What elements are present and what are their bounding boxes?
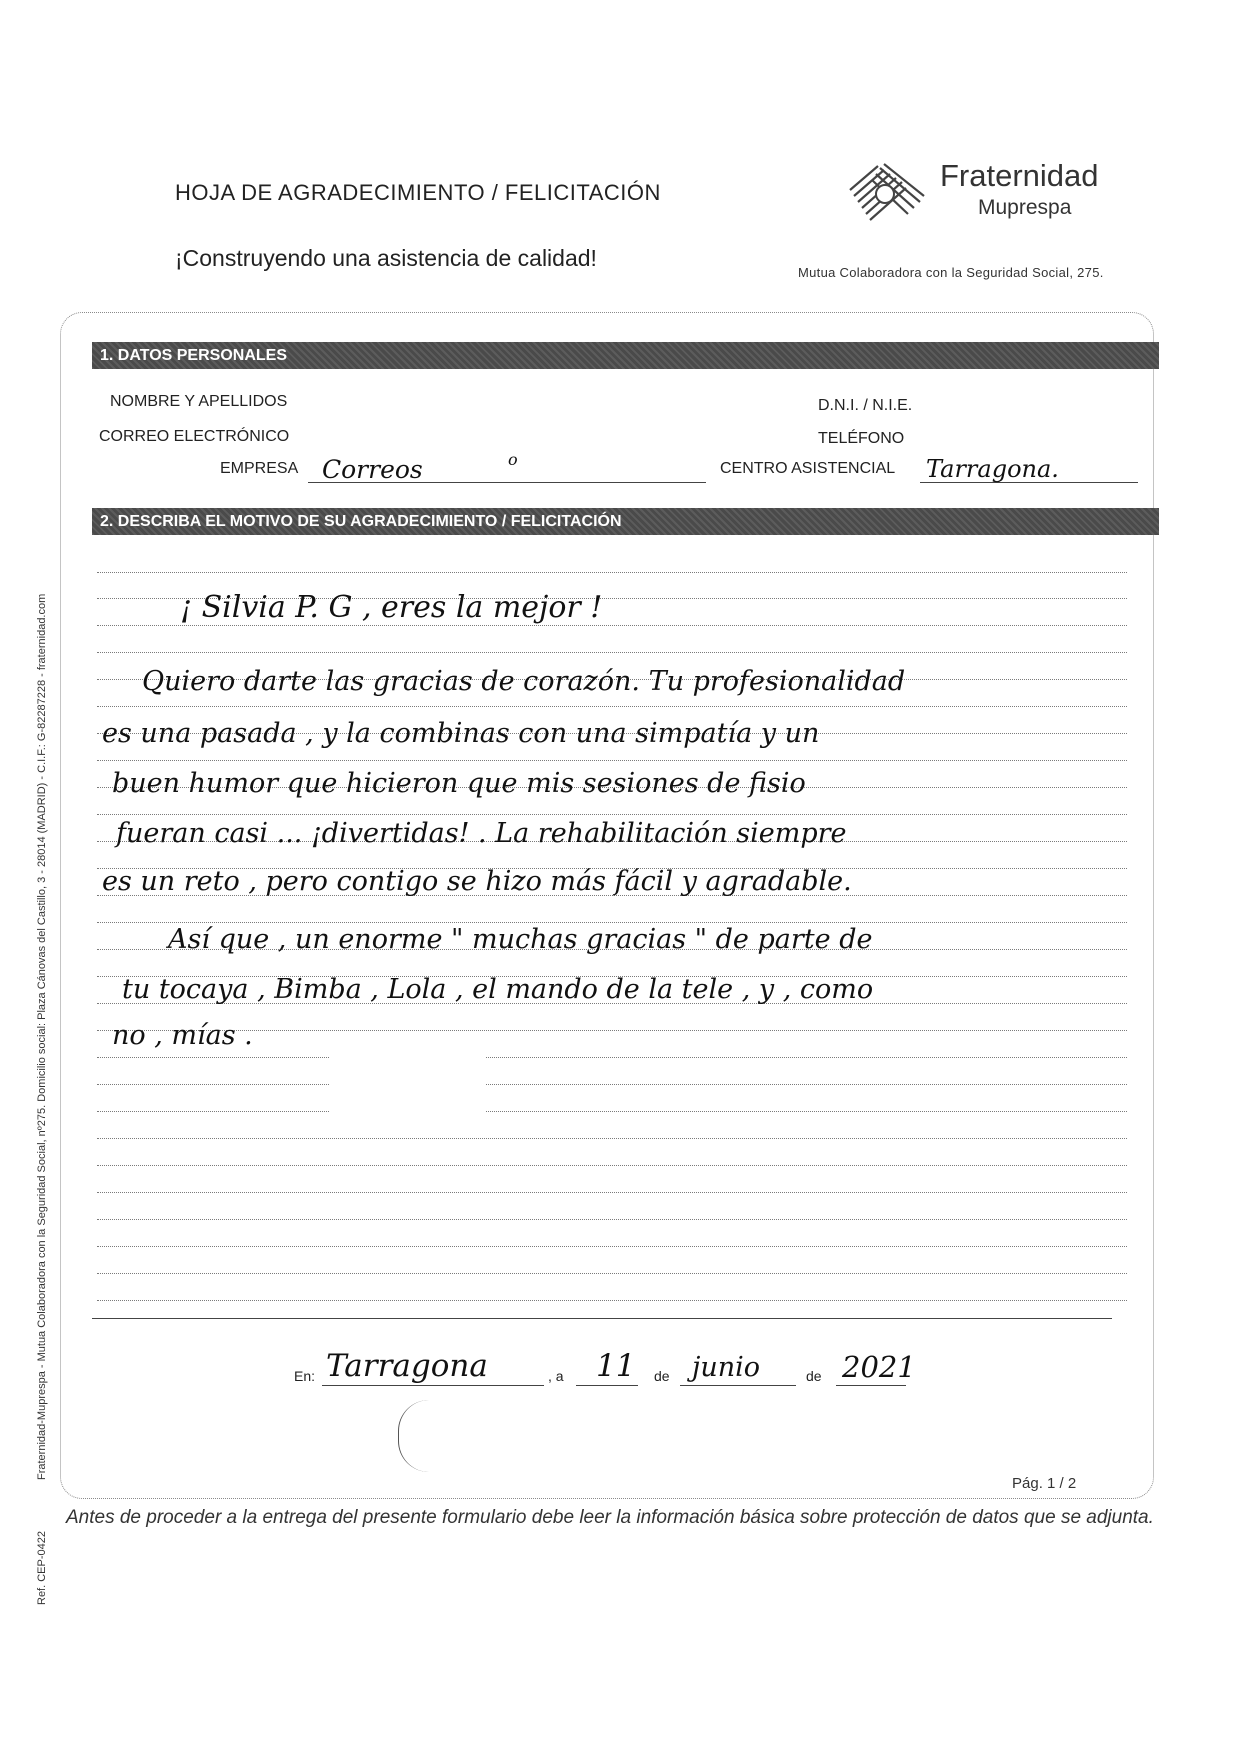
ruled-line	[97, 922, 1127, 923]
blank-area	[330, 1032, 485, 1132]
empresa-mark: o	[508, 450, 518, 469]
page-number: Pág. 1 / 2	[1012, 1475, 1077, 1492]
year-value: 2021	[842, 1350, 916, 1384]
ruled-line	[97, 1246, 1127, 1247]
month-value: junio	[692, 1352, 761, 1383]
de-label-1: de	[654, 1368, 670, 1384]
privacy-disclaimer: Antes de proceder a la entrega del presente formulario debe leer la información básica sobre protección de datos que se adjunta.	[66, 1507, 1154, 1528]
brand-subname: Muprespa	[978, 196, 1072, 219]
message-line-4: buen humor que hicieron que mis sesiones de fisio	[112, 768, 806, 799]
ruled-line	[97, 1165, 1127, 1166]
day-line	[576, 1385, 638, 1386]
en-label: En:	[294, 1368, 316, 1384]
nombre-label: NOMBRE Y APELLIDOS	[110, 393, 288, 410]
empresa-value: Correos	[322, 455, 423, 484]
a-label: , a	[548, 1368, 564, 1384]
legal-side-text: Fraternidad-Muprespa - Mutua Colaboradora con la Seguridad Social, nº275. Domicilio social: Plaza Cánovas del Castillo, 3 - 28014 (MADRID) - C.I.F.: G-82287228 - fraternidad.com	[36, 593, 48, 1480]
day-value: 11	[596, 1348, 636, 1384]
ruled-line	[97, 1273, 1127, 1274]
empresa-label: EMPRESA	[220, 460, 299, 477]
city-line	[322, 1385, 544, 1386]
ruled-line	[97, 1138, 1127, 1139]
year-line	[836, 1385, 906, 1386]
ruled-line	[97, 760, 1127, 761]
message-line-1: ¡ Silvia P. G , eres la mejor !	[180, 590, 603, 625]
telefono-label: TELÉFONO	[818, 430, 905, 447]
form-subtitle: ¡Construyendo una asistencia de calidad!	[175, 245, 597, 271]
ruled-line	[97, 1111, 1127, 1112]
dni-label: D.N.I. / N.I.E.	[818, 397, 913, 414]
ruled-line	[97, 625, 1127, 626]
mutua-line: Mutua Colaboradora con la Seguridad Social, 275.	[798, 265, 1104, 280]
correo-label: CORREO ELECTRÓNICO	[99, 428, 290, 445]
message-line-9: no , mías .	[112, 1020, 253, 1051]
de-label-2: de	[806, 1368, 822, 1384]
city-value: Tarragona	[326, 1348, 488, 1384]
ruled-line	[97, 1084, 1127, 1085]
month-line	[680, 1385, 796, 1386]
message-line-8: tu tocaya , Bimba , Lola , el mando de la tele , y , como	[122, 974, 874, 1005]
ruled-line	[97, 572, 1127, 573]
message-line-5: fueran casi ... ¡divertidas! . La rehabilitación siempre	[116, 818, 847, 849]
brand-name: Fraternidad	[940, 158, 1099, 193]
ruled-line	[97, 814, 1127, 815]
ruled-line	[97, 1057, 1127, 1058]
centro-value: Tarragona.	[926, 455, 1059, 483]
ruled-line	[97, 1192, 1127, 1193]
ruled-line	[97, 1300, 1127, 1301]
message-line-3: es una pasada , y la combinas con una simpatía y un	[102, 718, 820, 749]
reason-bottom-line	[92, 1318, 1112, 1319]
form-title: HOJA DE AGRADECIMIENTO / FELICITACIÓN	[175, 180, 661, 205]
ruled-line	[97, 652, 1127, 653]
form-frame	[60, 312, 1154, 1499]
centro-label: CENTRO ASISTENCIAL	[720, 460, 896, 477]
message-line-2: Quiero darte las gracias de corazón. Tu profesionalidad	[142, 666, 906, 697]
message-line-6: es un reto , pero contigo se hizo más fácil y agradable.	[102, 866, 852, 897]
section-reason-header: 2. DESCRIBA EL MOTIVO DE SU AGRADECIMIENTO / FELICITACIÓN	[92, 508, 1159, 535]
fraternidad-logo-icon	[840, 158, 930, 228]
ruled-line	[97, 706, 1127, 707]
ruled-line	[97, 1219, 1127, 1220]
message-line-7: Así que , un enorme " muchas gracias " de parte de	[168, 924, 873, 955]
section-personal-data-header: 1. DATOS PERSONALES	[92, 342, 1159, 369]
reference-code: Ref. CEP-0422	[36, 1531, 48, 1605]
